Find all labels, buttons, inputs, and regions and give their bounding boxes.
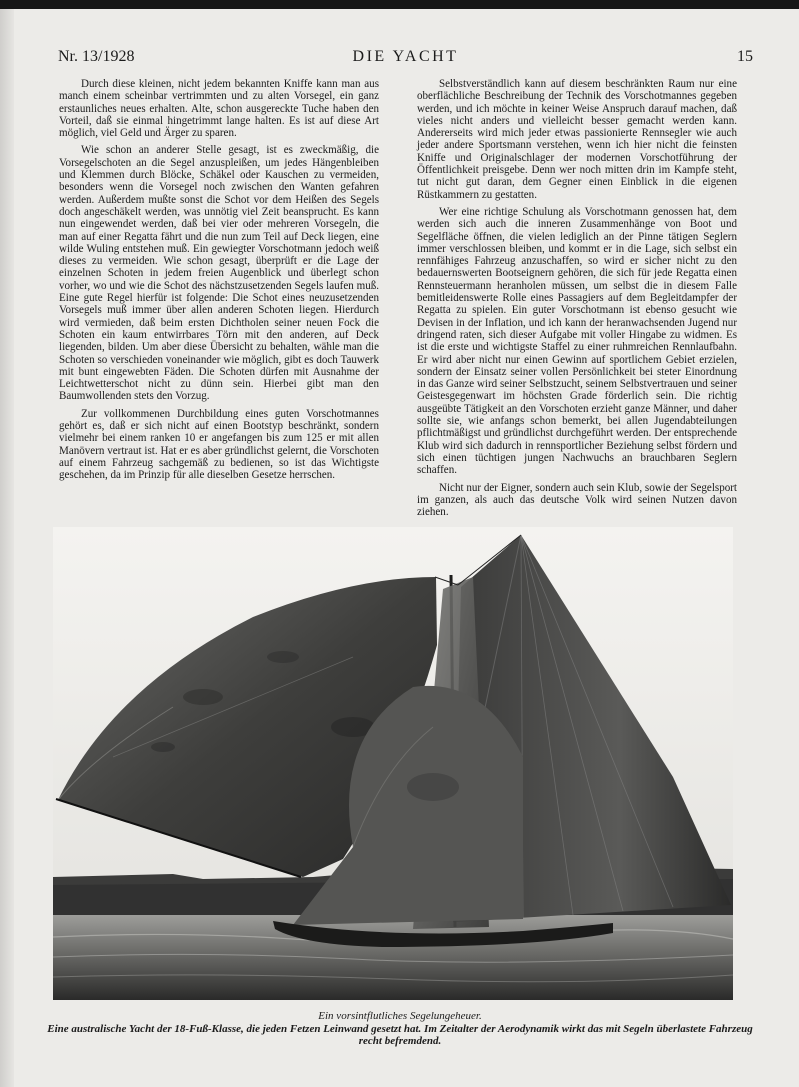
page-number: 15 [737, 48, 753, 65]
text-column-right [417, 78, 737, 523]
magazine-title: DIE YACHT [352, 48, 459, 65]
page-header [58, 48, 753, 70]
yacht-photo-illustration [53, 527, 733, 1000]
paragraph: Selbstverständlich kann auf diesem beschränkten Raum nur eine oberflächliche Beschreibung der Technik des Vorschotmannes gegeben werden, und ich möchte in keiner Weise Anspruch darauf machen, daß vieles nicht anders und vielleicht besser gemacht werden kann. Andererseits wird mich jeder etwas passionierte Rennsegler wie auch jeder andere Sportsmann verstehen, wenn ich hier nicht die feinsten Kniffe und Originalschlager der modernen Vorschotführung der Öffentlichkeit preisgebe. Denn wer noch mitten drin im Kampfe steht, tut nicht gut daran, dem Gegner einen Einblick in die eigenen Rüstkammern zu gestatten. [417, 78, 737, 201]
scan-left-margin [0, 9, 14, 1087]
text-column-left [59, 78, 379, 487]
paragraph: Nicht nur der Eigner, sondern auch sein Klub, sowie der Segelsport im ganzen, als auch das deutsche Volk wird seinen Nutzen davon ziehen. [417, 481, 737, 519]
scan-top-edge [0, 0, 799, 9]
caption-title: Ein vorsintflutliches Segelungeheuer. [318, 1010, 482, 1022]
caption-text: Eine australische Yacht der 18-Fuß-Klasse, die jeden Fetzen Leinwand gesetzt hat. Im Zeitalter der Aerodynamik wirkt das mit Segeln überlastete Fahrzeug recht befremdend. [47, 1022, 753, 1047]
paragraph: Wer eine richtige Schulung als Vorschotmann genossen hat, dem werden sich auch die inneren Zusammenhänge von Boot und Segelfläche öffnen, die vielen lediglich an der Pinne tätigen Seglern immer verschlossen bleiben, und kommt er in die Lage, sich selbst ein rennfähiges Fahrzeug anzuschaffen, so wird er sicher nicht zu den bedauernswerten Bootseignern gehören, die sich für jede Regatta einen Rennsteuermann heranholen müssen, um selbst die in diesem Falle bemitleidenswerte Rolle eines Passagiers auf dem Begleitdampfer der Regatta zu spielen. Ein guter Vorschotmann ist ebenso gesucht wie Devisen in der Inflation, und ich kann der heranwachsenden Jugend nur dringend raten, sich dieser Aufgabe mit voller Hingabe zu widmen. Es ist die erste und wichtigste Staffel zu einer ruhmreichen Rennlaufbahn. Er wird aber nicht nur einen Gewinn auf sportlichem Gebiet erzielen, sondern der Einsatz seiner vollen Persönlichkeit bei steter Einordnung in das Ganze wird seiner Selbstzucht, seinem Selbstvertrauen und seiner Geistesgegenwart im höchsten Grade förderlich sein. Die richtig ausgeübte Tätigkeit an den Vorschoten erzieht ganze Männer, und daher sollte sie, wie anfangs schon bemerkt, bei allen Jugendabteilungen pflichtmäßigst und gründlichst durchgeführt werden. Der entsprechende Klub wird sich dadurch in rennsportlicher Beziehung selbst fördern und sich einen tüchtigen jungen Nachwuchs an brauchbaren Seglern schaffen. [417, 205, 737, 477]
figure-caption [40, 1010, 760, 1048]
yacht-photograph [53, 527, 733, 1000]
paragraph: Zur vollkommenen Durchbildung eines guten Vorschotmannes gehört es, daß er sich nicht auf einen Bootstyp beschränkt, sondern vielmehr bei einem ranken 10 er angefangen bis zum 125 er mit allen Manövern vertraut ist. Hat er es aber gründlichst gelernt, die Vorschoten auf einem Fahrzeug sachgemäß zu bedienen, so ist das Wichtigste geschehen, da im Prinzip für alle dieselben Gesetze herrschen. [59, 407, 379, 482]
issue-number: Nr. 13/1928 [58, 48, 135, 65]
paragraph: Durch diese kleinen, nicht jedem bekannten Kniffe kann man aus manch einem scheinbar vertrimmten und zu alten Vorsegel, ein ganz erstaunliches neues erhalten. Alte, schon ausgereckte Tuche haben den Vorteil, daß sie einmal hingetrimmt lange halten. Es ist auf diese Art möglich, viel Geld und Ärger zu sparen. [59, 78, 379, 140]
paragraph: Wie schon an anderer Stelle gesagt, ist es zweckmäßig, die Vorsegelschoten an die Segel anzuspleißen, um jedes Hängenbleiben und Klemmen durch Blöcke, Schäkel oder Kauschen zu vermeiden, besonders wenn die Vorsegel noch zwischen den Wanten gefahren werden. Außerdem mußte sonst die Schot vor dem Heißen des Segels doch angeschäkelt werden, was unnötig viel Zeit beansprucht. Es kann nun eingewendet werden, daß bei vier oder mehreren Vorsegeln, die man auf einer Regatta fährt und die nun zum Teil auf Deck liegen, eine wilde Wuling entstehen muß. Ein gewiegter Vorschotmann jedoch weiß dieses zu vermeiden. Wie schon gesagt, überprüft er die Lage der einzelnen Schoten in jedem freien Augenblick und überlegt schon vorher, wo und wie die Schot des nächstzusetzenden Segels laufen muß. Eine gute Regel hierfür ist folgende: Die Schot eines neuzusetzenden Vorsegels muß immer über allen anderen Schoten liegen. Hierdurch wird vermieden, daß beim ersten Dichtholen seiner neuen Fock die Schoten ein kaum entwirrbares Törn mit den anderen, auf Deck liegenden, bilden. Um aber diese Übersicht zu behalten, wähle man die Schoten so verschieden voneinander wie möglich, gibt es doch Tauwerk mit bunt eingewebten Fäden. Die Schoten dürfen mit Ausnahme der Leichtwetterschot nicht zu dünn sein. Hierbei gibt man den Baumwollenden stets den Vorzug. [59, 144, 379, 403]
